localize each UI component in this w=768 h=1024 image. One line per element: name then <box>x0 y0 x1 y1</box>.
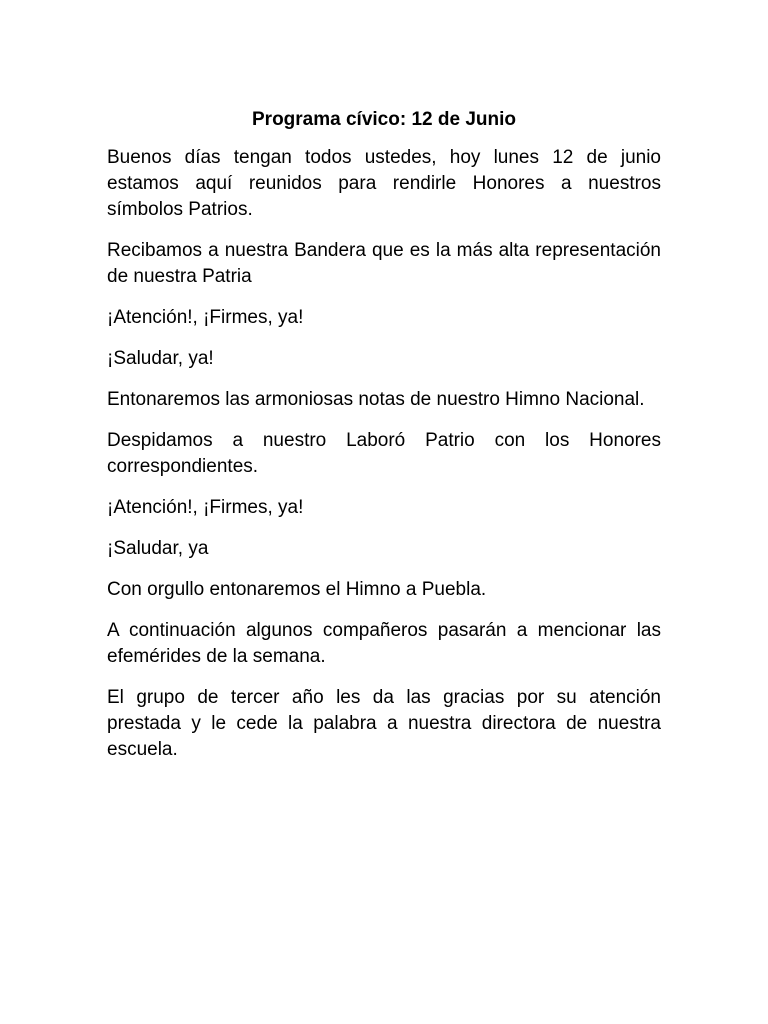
paragraph-anthem: Entonaremos las armoniosas notas de nuestro Himno Nacional. <box>107 389 645 410</box>
document-page <box>107 107 661 778</box>
paragraph-greeting: Buenos días tengan todos ustedes, hoy lunes 12 de junio estamos aquí reunidos para rendirle Honores a nuestros símbolos Patrios. <box>107 147 661 220</box>
paragraph-command-salute-1: ¡Saludar, ya! <box>107 348 214 369</box>
document-title: Programa cívico: 12 de Junio <box>252 109 516 130</box>
paragraph-puebla-anthem: Con orgullo entonaremos el Himno a Puebla. <box>107 579 487 600</box>
paragraph-farewell: Despidamos a nuestro Laboró Patrio con los Honores correspondientes. <box>107 430 661 477</box>
paragraph-command-salute-2: ¡Saludar, ya <box>107 538 209 559</box>
paragraph-ephemerides: A continuación algunos compañeros pasarán a mencionar las efemérides de la semana. <box>107 620 661 667</box>
paragraph-command-attention-1: ¡Atención!, ¡Firmes, ya! <box>107 307 304 328</box>
paragraph-command-attention-2: ¡Atención!, ¡Firmes, ya! <box>107 497 304 518</box>
paragraph-closing: El grupo de tercer año les da las gracias por su atención prestada y le cede la palabra a nuestra directora de nuestra escuela. <box>107 687 661 760</box>
paragraph-flag: Recibamos a nuestra Bandera que es la más alta representación de nuestra Patria <box>107 240 661 287</box>
